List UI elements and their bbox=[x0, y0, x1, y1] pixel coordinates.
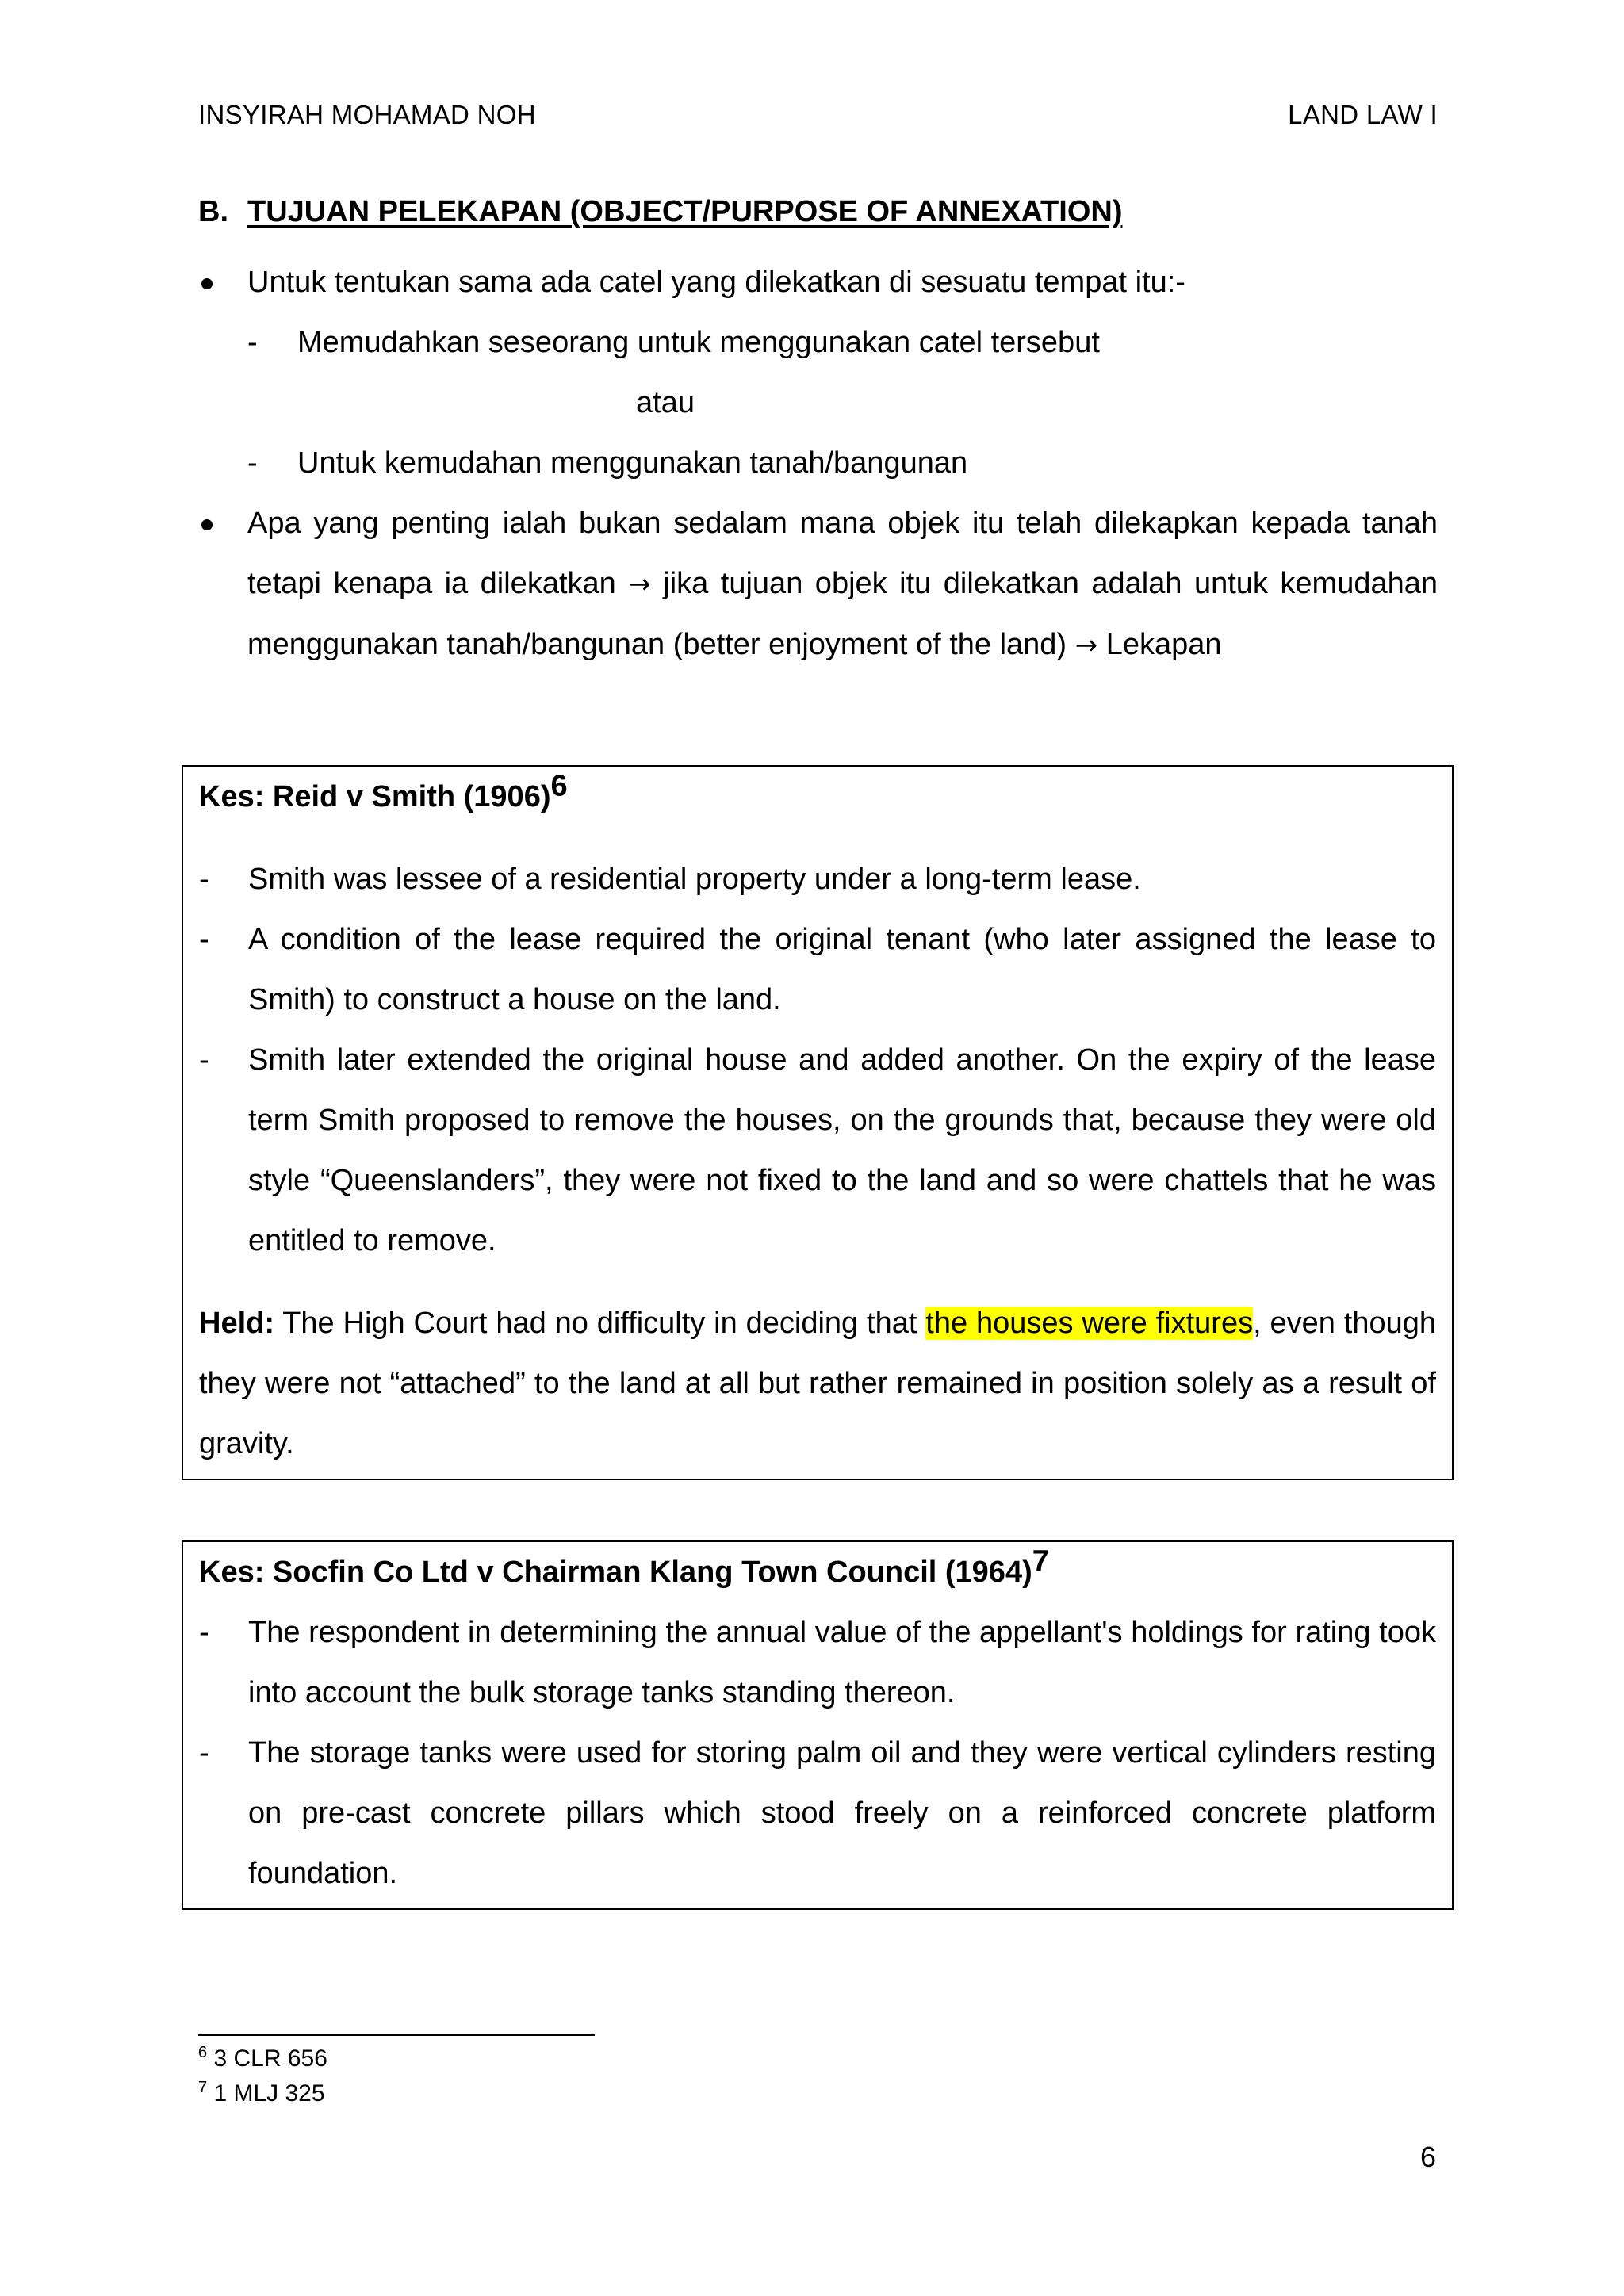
sub-item-text: Untuk kemudahan menggunakan tanah/bangunan bbox=[297, 446, 968, 480]
dash-marker: - bbox=[199, 1043, 209, 1077]
footnote-divider bbox=[198, 2034, 595, 2036]
footnote-ref: 6 bbox=[550, 769, 568, 803]
case-point: - Smith later extended the original house and added another. On the expiry of the lease term Smith proposed to remove the houses, on the grounds that, because they were old style “Queenslanders”, they were not fixed to the land and so were chattels that he was entitled to remove. bbox=[199, 1030, 1436, 1271]
bullet-icon bbox=[198, 493, 247, 553]
or-text: atau bbox=[636, 386, 695, 419]
held-text-end: , even though they were not “attached” to the land at all but rather remained in position solely as a result of gravity. bbox=[199, 1307, 1437, 1460]
case-title: Kes: Socfin Co Ltd v Chairman Klang Town Council $(1964)^7$ bbox=[199, 1544, 1049, 1589]
case-point: - A condition of the lease required the original tenant (who later assigned the lease to Smith) to construct a house on the land. bbox=[199, 909, 1436, 1030]
bullet-text: Untuk tentukan sama ada catel yang dilekatkan di sesuatu tempat itu:- bbox=[247, 266, 1185, 299]
bullet-item bbox=[198, 252, 1438, 312]
case-box-socfin bbox=[182, 1540, 1454, 1910]
header-course: LAND LAW I bbox=[1288, 100, 1438, 129]
header-author: INSYIRAH MOHAMAD NOH bbox=[198, 100, 536, 129]
section-label: B. bbox=[198, 195, 228, 228]
highlighted-text: the houses were fixtures bbox=[925, 1307, 1254, 1340]
sub-item bbox=[198, 433, 1438, 493]
dash-marker: - bbox=[199, 863, 209, 896]
dash-marker: - bbox=[199, 923, 209, 956]
footnote: $^6$ 3 CLR 656 bbox=[198, 2044, 327, 2072]
bullet-text-part2: jika tujuan objek itu dilekatkan adalah untuk kemudahan menggunakan tanah/bangunan (better enjoyment of the land) bbox=[247, 567, 1438, 661]
held-paragraph bbox=[199, 1293, 1436, 1474]
dash-marker: - bbox=[199, 1616, 209, 1649]
bullet-text-part3: Lekapan bbox=[1105, 628, 1222, 661]
held-label: Held: bbox=[199, 1307, 274, 1340]
held-text: The High Court had no difficulty in deciding that bbox=[282, 1307, 917, 1340]
sub-item-text: Memudahkan seseorang untuk menggunakan catel tersebut bbox=[297, 326, 1100, 359]
bullet-icon bbox=[198, 252, 247, 312]
section-body bbox=[198, 252, 1438, 675]
case-title: Kes: Reid v Smith $(1906)^6$ bbox=[199, 769, 568, 813]
case-box-reid bbox=[182, 765, 1454, 1480]
dash-marker: - bbox=[247, 446, 258, 480]
section-heading bbox=[198, 195, 1122, 229]
section-title: TUJUAN PELEKAPAN (OBJECT/PURPOSE OF ANNEXATION) bbox=[247, 195, 1123, 228]
sub-item bbox=[198, 312, 1438, 373]
case-point: - The storage tanks were used for storing palm oil and they were vertical cylinders resting on pre-cast concrete pillars which stood freely on a reinforced concrete platform foundation. bbox=[199, 1723, 1436, 1904]
dash-marker: - bbox=[199, 1736, 209, 1770]
case-point: - The respondent in determining the annual value of the appellant's holdings for rating took into account the bulk storage tanks standing thereon. bbox=[199, 1602, 1436, 1723]
page-number: 6 bbox=[1419, 2141, 1436, 2173]
bullet-item bbox=[198, 493, 1438, 675]
bullet-text-part1: Apa yang penting ialah bukan sedalam mana objek itu telah dilekapkan kepada tanah tetapi kenapa ia dilekatkan bbox=[247, 507, 1438, 600]
arrow-icon: → bbox=[1074, 629, 1098, 661]
case-point: - Smith was lessee of a residential property under a long-term lease. bbox=[199, 849, 1436, 909]
footnote: $^7$ 1 MLJ 325 bbox=[198, 2079, 325, 2107]
footnote-ref: 7 bbox=[1032, 1544, 1049, 1578]
arrow-icon: → bbox=[628, 568, 651, 600]
dash-marker: - bbox=[247, 326, 258, 359]
